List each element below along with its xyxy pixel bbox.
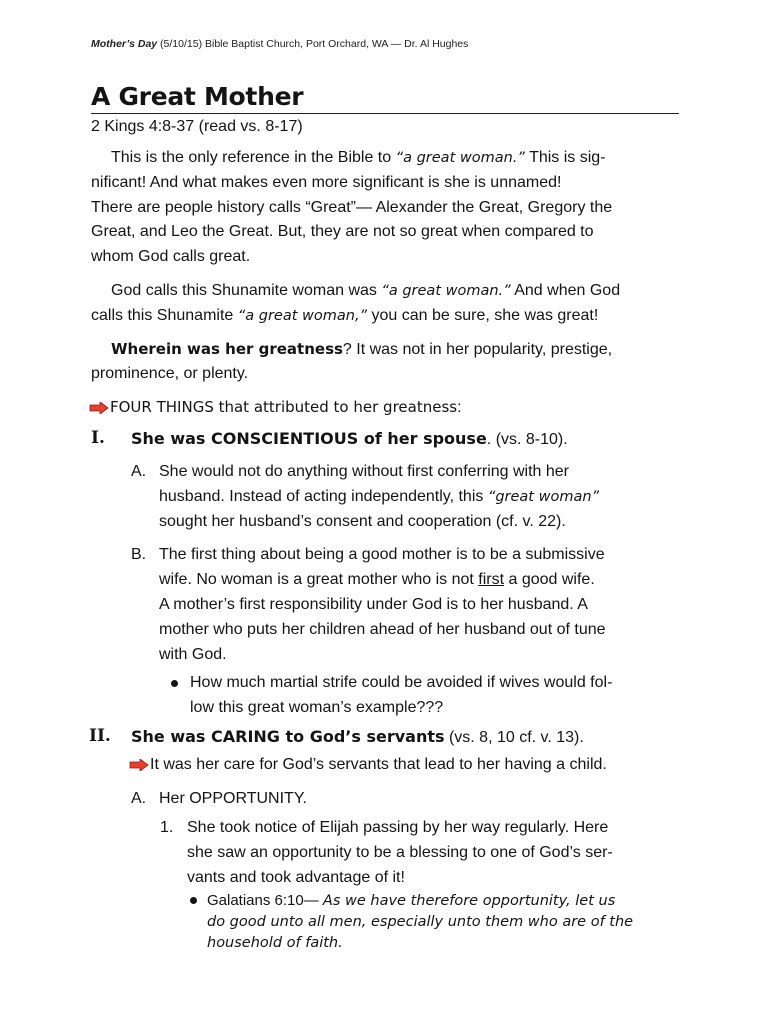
section1-heading-line: [131, 427, 568, 453]
section2-item1-label: 1.: [160, 819, 174, 836]
four-things-bold: FOUR THINGS that attributed to her greatness: [110, 398, 458, 416]
section1-B-text: wife. No woman is a great mother who is not: [159, 571, 479, 588]
section1-B-label: B.: [131, 546, 147, 563]
section1-bullet-line1: How much martial strife could be avoided if wives would fol-: [190, 674, 613, 691]
para2-quote2: “a great woman,”: [237, 308, 368, 324]
section1-B-line5: with God.: [159, 646, 227, 663]
section2-arrow-note: [129, 753, 607, 778]
galatians-line3: [207, 932, 343, 954]
section2-arrow-text: It was her care for God’s servants that lead to her having a child.: [150, 756, 607, 773]
section2-item1-line1: She took notice of Elijah passing by her way regularly. Here: [187, 819, 609, 836]
para2-line1: [111, 279, 620, 304]
para1-line3: There are people history calls “Great”— Alexander the Great, Gregory the: [91, 199, 613, 216]
para3-line1: [111, 337, 612, 363]
page-title: A Great Mother: [91, 82, 304, 111]
section2-heading-line: [131, 725, 584, 751]
section1-A-quote: “great woman”: [487, 489, 600, 505]
bullet-dot-icon: [171, 680, 178, 687]
section1-B-underlined: first: [478, 571, 505, 588]
header-occasion: Mother’s Day: [91, 38, 158, 50]
para2-text2-end: you can be sure, she was great!: [367, 307, 599, 324]
section1-bullet-line2: low this great woman’s example???: [190, 699, 444, 716]
section2-heading: She was CARING to God’s servants: [131, 727, 445, 746]
para1-quote: “a great woman.”: [395, 150, 525, 166]
para2-line2: [91, 304, 598, 329]
section2-A-label: A.: [131, 790, 147, 807]
para3-text: ? It was not in her popularity, prestige,: [342, 341, 613, 358]
section1-B-line1: The first thing about being a good mother is to be a submissive: [159, 546, 605, 563]
right-arrow-icon: [129, 759, 149, 771]
para1-text: This is the only reference in the Bible to: [111, 149, 396, 166]
para1-line2: nificant! And what makes even more significant is she is unnamed!: [91, 174, 562, 191]
section2-item1-line2: she saw an opportunity to be a blessing to one of God’s ser-: [187, 844, 613, 861]
para1-line4: Great, and Leo the Great. But, they are not so great when compared to: [91, 223, 594, 240]
para1-line1: [111, 146, 606, 171]
para2-text2: calls this Shunamite: [91, 307, 238, 324]
galatians-quote-2: do good unto all men, especially unto them who are of the: [207, 914, 634, 930]
galatians-quote-3: household of faith.: [207, 935, 343, 951]
title-rule: [91, 113, 679, 114]
section2-item1-line3: vants and took advantage of it!: [187, 869, 405, 886]
right-arrow-icon: [89, 402, 109, 414]
section1-A-line1: She would not do anything without first conferring with her: [159, 463, 570, 480]
para1-text-end: This is sig-: [524, 149, 606, 166]
section1-numeral: I.: [91, 428, 105, 448]
para2-quote: “a great woman.”: [381, 283, 511, 299]
header-details: (5/10/15) Bible Baptist Church, Port Orchard, WA — Dr. Al Hughes: [157, 38, 469, 50]
section1-A-line3: sought her husband’s consent and cooperation (cf. v. 22).: [159, 513, 566, 530]
section1-B-line3: A mother’s first responsibility under God is to her husband. A: [159, 596, 588, 613]
galatians-quote-1: As we have therefore opportunity, let us: [322, 893, 616, 909]
four-things-colon: :: [457, 399, 462, 416]
section1-heading: She was CONSCIENTIOUS of her spouse: [131, 429, 487, 448]
section1-A-line2: [159, 485, 599, 510]
section1-B-line4: mother who puts her children ahead of her husband out of tune: [159, 621, 606, 638]
section2-reference: (vs. 8, 10 cf. v. 13).: [444, 729, 584, 746]
galatians-line1: [207, 890, 615, 912]
para3-line2: prominence, or plenty.: [91, 365, 249, 382]
section1-A-text: husband. Instead of acting independently, this: [159, 488, 488, 505]
four-things-line: [89, 395, 462, 421]
para2-text: God calls this Shunamite woman was: [111, 282, 382, 299]
galatians-reference: Galatians 6:10—: [207, 892, 323, 909]
para3-bold: Wherein was her greatness: [111, 340, 343, 358]
para1-line5: whom God calls great.: [91, 248, 251, 265]
para2-text-end: And when God: [510, 282, 621, 299]
bullet-dot-icon: [190, 897, 197, 904]
section2-A-text: Her OPPORTUNITY.: [159, 790, 307, 807]
section1-A-label: A.: [131, 463, 147, 480]
section1-reference: . (vs. 8-10).: [486, 431, 568, 448]
section2-numeral: II.: [89, 726, 111, 746]
section1-B-text-end: a good wife.: [504, 571, 595, 588]
page-header: [91, 38, 468, 50]
section1-B-line2: [159, 568, 595, 593]
scripture-reference: 2 Kings 4:8-37 (read vs. 8-17): [91, 118, 303, 135]
galatians-line2: [207, 911, 633, 933]
